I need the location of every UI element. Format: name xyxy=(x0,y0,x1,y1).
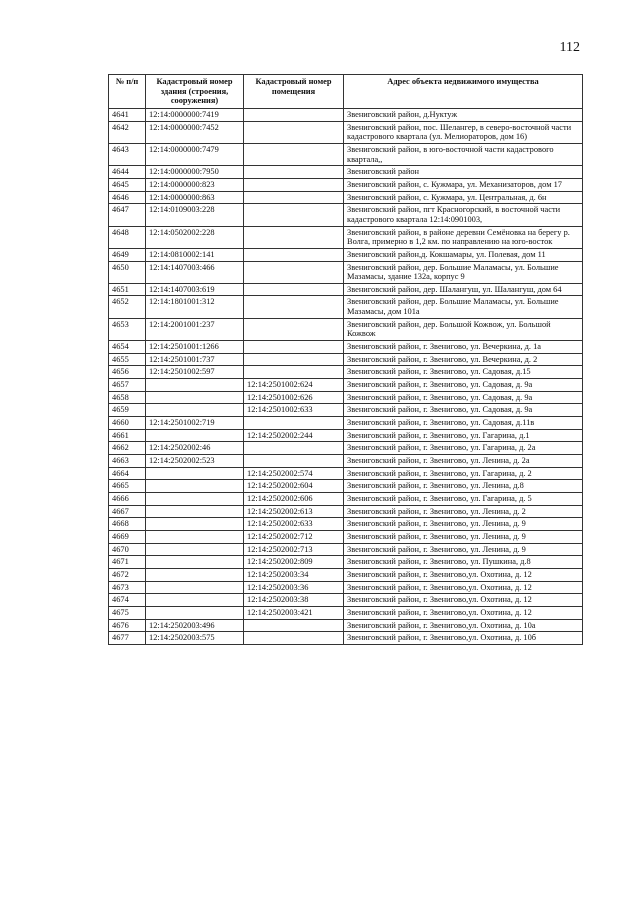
table-row xyxy=(109,261,583,283)
address-cell: Звениговский район, г. Звенигово, ул. Ленина, д. 2а xyxy=(344,455,583,468)
table-row xyxy=(109,543,583,556)
table-row xyxy=(109,467,583,480)
row-number-cell: 4663 xyxy=(109,455,146,468)
header-building-cadastral-number: Кадастровый номер здания (строения, сооружения) xyxy=(146,75,244,109)
table-row xyxy=(109,366,583,379)
address-cell: Звениговский район, г. Звенигово, ул. Ленина, д. 9 xyxy=(344,518,583,531)
premises-cadastral-cell: 12:14:2502002:809 xyxy=(244,556,344,569)
address-cell: Звениговский район, дер. Большой Кожвож, ул. Большой Кожвож xyxy=(344,318,583,340)
premises-cadastral-cell xyxy=(244,366,344,379)
address-cell: Звениговский район, пгт Красногорский, в восточной части кадастрового квартала 12:14:0901003, xyxy=(344,204,583,226)
row-number-cell: 4677 xyxy=(109,632,146,645)
building-cadastral-cell: 12:14:0109003:228 xyxy=(146,204,244,226)
premises-cadastral-cell xyxy=(244,166,344,179)
premises-cadastral-cell: 12:14:2502002:633 xyxy=(244,518,344,531)
row-number-cell: 4647 xyxy=(109,204,146,226)
address-cell: Звениговский район, г. Звенигово, ул. Садовая, д. 9а xyxy=(344,404,583,417)
address-cell: Звениговский район, г. Звенигово,ул. Охотина, д. 12 xyxy=(344,594,583,607)
premises-cadastral-cell: 12:14:2502003:38 xyxy=(244,594,344,607)
table-row xyxy=(109,379,583,392)
building-cadastral-cell: 12:14:0000000:823 xyxy=(146,178,244,191)
premises-cadastral-cell xyxy=(244,121,344,143)
page-number: 112 xyxy=(559,40,580,55)
table-row xyxy=(109,178,583,191)
address-cell: Звениговский район, г. Звенигово,ул. Охотина, д. 10б xyxy=(344,632,583,645)
row-number-cell: 4658 xyxy=(109,391,146,404)
address-cell: Звениговский район, с. Кужмара, ул. Механизаторов, дом 17 xyxy=(344,178,583,191)
row-number-cell: 4656 xyxy=(109,366,146,379)
table-row xyxy=(109,556,583,569)
building-cadastral-cell: 12:14:1801001:312 xyxy=(146,296,244,318)
premises-cadastral-cell: 12:14:2502002:606 xyxy=(244,492,344,505)
table-row xyxy=(109,480,583,493)
table-row xyxy=(109,391,583,404)
building-cadastral-cell: 12:14:2502002:46 xyxy=(146,442,244,455)
premises-cadastral-cell: 12:14:2502003:421 xyxy=(244,606,344,619)
table-row xyxy=(109,429,583,442)
premises-cadastral-cell xyxy=(244,417,344,430)
address-cell: Звениговский район, д.Нуктуж xyxy=(344,108,583,121)
row-number-cell: 4650 xyxy=(109,261,146,283)
premises-cadastral-cell: 12:14:2502002:604 xyxy=(244,480,344,493)
row-number-cell: 4667 xyxy=(109,505,146,518)
address-cell: Звениговский район, г. Звенигово, ул. Садовая, д.11в xyxy=(344,417,583,430)
row-number-cell: 4645 xyxy=(109,178,146,191)
address-cell: Звениговский район, г. Звенигово, ул. Садовая, д. 9а xyxy=(344,391,583,404)
building-cadastral-cell xyxy=(146,391,244,404)
building-cadastral-cell: 12:14:2001001:237 xyxy=(146,318,244,340)
row-number-cell: 4672 xyxy=(109,568,146,581)
premises-cadastral-cell xyxy=(244,296,344,318)
building-cadastral-cell xyxy=(146,480,244,493)
premises-cadastral-cell: 12:14:2502002:244 xyxy=(244,429,344,442)
table-row xyxy=(109,248,583,261)
address-cell: Звениговский район, г. Звенигово,ул. Охотина, д. 12 xyxy=(344,568,583,581)
table-row xyxy=(109,404,583,417)
table-row xyxy=(109,121,583,143)
premises-cadastral-cell: 12:14:2502002:712 xyxy=(244,530,344,543)
premises-cadastral-cell xyxy=(244,353,344,366)
table-row xyxy=(109,442,583,455)
premises-cadastral-cell xyxy=(244,341,344,354)
table-row xyxy=(109,417,583,430)
building-cadastral-cell: 12:14:2502003:496 xyxy=(146,619,244,632)
building-cadastral-cell: 12:14:2501001:737 xyxy=(146,353,244,366)
row-number-cell: 4641 xyxy=(109,108,146,121)
building-cadastral-cell: 12:14:0000000:7419 xyxy=(146,108,244,121)
row-number-cell: 4670 xyxy=(109,543,146,556)
row-number-cell: 4657 xyxy=(109,379,146,392)
building-cadastral-cell xyxy=(146,543,244,556)
building-cadastral-cell xyxy=(146,606,244,619)
address-cell: Звениговский район, г. Звенигово, ул. Вечеркина, д. 2 xyxy=(344,353,583,366)
premises-cadastral-cell xyxy=(244,283,344,296)
address-cell: Звениговский район, с. Кужмара, ул. Центральная, д. 6н xyxy=(344,191,583,204)
table-row xyxy=(109,296,583,318)
premises-cadastral-cell: 12:14:2502002:713 xyxy=(244,543,344,556)
address-cell: Звениговский район, г. Звенигово, ул. Садовая, д.15 xyxy=(344,366,583,379)
premises-cadastral-cell xyxy=(244,455,344,468)
premises-cadastral-cell: 12:14:2501002:624 xyxy=(244,379,344,392)
row-number-cell: 4649 xyxy=(109,248,146,261)
table-row xyxy=(109,226,583,248)
row-number-cell: 4655 xyxy=(109,353,146,366)
row-number-cell: 4673 xyxy=(109,581,146,594)
building-cadastral-cell: 12:14:1407003:466 xyxy=(146,261,244,283)
address-cell: Звениговский район, г. Звенигово, ул. Гагарина, д. 5 xyxy=(344,492,583,505)
building-cadastral-cell xyxy=(146,594,244,607)
address-cell: Звениговский район, г. Звенигово, ул. Ленина, д.8 xyxy=(344,480,583,493)
header-premises-cadastral-number: Кадастровый номер помещения xyxy=(244,75,344,109)
premises-cadastral-cell xyxy=(244,191,344,204)
row-number-cell: 4652 xyxy=(109,296,146,318)
table-row xyxy=(109,568,583,581)
row-number-cell: 4664 xyxy=(109,467,146,480)
building-cadastral-cell: 12:14:0502002:228 xyxy=(146,226,244,248)
row-number-cell: 4643 xyxy=(109,143,146,165)
address-cell: Звениговский район, г. Звенигово, ул. Вечеркина, д. 1а xyxy=(344,341,583,354)
address-cell: Звениговский район, г. Звенигово,ул. Охотина, д. 10а xyxy=(344,619,583,632)
row-number-cell: 4654 xyxy=(109,341,146,354)
premises-cadastral-cell xyxy=(244,619,344,632)
building-cadastral-cell xyxy=(146,518,244,531)
building-cadastral-cell xyxy=(146,556,244,569)
premises-cadastral-cell: 12:14:2502003:36 xyxy=(244,581,344,594)
table-row xyxy=(109,455,583,468)
row-number-cell: 4642 xyxy=(109,121,146,143)
row-number-cell: 4646 xyxy=(109,191,146,204)
table-row xyxy=(109,505,583,518)
building-cadastral-cell: 12:14:0000000:7479 xyxy=(146,143,244,165)
row-number-cell: 4666 xyxy=(109,492,146,505)
table-row xyxy=(109,108,583,121)
row-number-cell: 4662 xyxy=(109,442,146,455)
property-register-table xyxy=(108,74,583,645)
row-number-cell: 4675 xyxy=(109,606,146,619)
premises-cadastral-cell xyxy=(244,442,344,455)
building-cadastral-cell: 12:14:2502003:575 xyxy=(146,632,244,645)
table-body xyxy=(109,108,583,644)
address-cell: Звениговский район, г. Звенигово, ул. Ленина, д. 9 xyxy=(344,543,583,556)
premises-cadastral-cell xyxy=(244,178,344,191)
address-cell: Звениговский район, дер. Большие Маламасы, ул. Большие Мазамасы, здание 132а, корпус 9 xyxy=(344,261,583,283)
premises-cadastral-cell xyxy=(244,318,344,340)
table-row xyxy=(109,341,583,354)
premises-cadastral-cell: 12:14:2501002:626 xyxy=(244,391,344,404)
row-number-cell: 4659 xyxy=(109,404,146,417)
premises-cadastral-cell xyxy=(244,261,344,283)
address-cell: Звениговский район, г. Звенигово, ул. Гагарина, д.1 xyxy=(344,429,583,442)
table-row xyxy=(109,204,583,226)
row-number-cell: 4668 xyxy=(109,518,146,531)
row-number-cell: 4660 xyxy=(109,417,146,430)
row-number-cell: 4665 xyxy=(109,480,146,493)
building-cadastral-cell: 12:14:2501001:1266 xyxy=(146,341,244,354)
row-number-cell: 4653 xyxy=(109,318,146,340)
premises-cadastral-cell: 12:14:2502003:34 xyxy=(244,568,344,581)
premises-cadastral-cell: 12:14:2501002:633 xyxy=(244,404,344,417)
table-row xyxy=(109,191,583,204)
table-row xyxy=(109,318,583,340)
premises-cadastral-cell xyxy=(244,248,344,261)
building-cadastral-cell xyxy=(146,492,244,505)
premises-cadastral-cell xyxy=(244,632,344,645)
building-cadastral-cell: 12:14:0000000:7950 xyxy=(146,166,244,179)
building-cadastral-cell xyxy=(146,505,244,518)
table-row xyxy=(109,632,583,645)
address-cell: Звениговский район, г. Звенигово,ул. Охотина, д. 12 xyxy=(344,581,583,594)
building-cadastral-cell: 12:14:2501002:719 xyxy=(146,417,244,430)
table-row xyxy=(109,594,583,607)
building-cadastral-cell xyxy=(146,467,244,480)
row-number-cell: 4674 xyxy=(109,594,146,607)
address-cell: Звениговский район, г. Звенигово, ул. Гагарина, д. 2 xyxy=(344,467,583,480)
row-number-cell: 4648 xyxy=(109,226,146,248)
premises-cadastral-cell xyxy=(244,226,344,248)
building-cadastral-cell: 12:14:1407003:619 xyxy=(146,283,244,296)
building-cadastral-cell xyxy=(146,429,244,442)
address-cell: Звениговский район, в юго-восточной части кадастрового квартала,, xyxy=(344,143,583,165)
premises-cadastral-cell: 12:14:2502002:574 xyxy=(244,467,344,480)
premises-cadastral-cell xyxy=(244,108,344,121)
address-cell: Звениговский район, г. Звенигово, ул. Ленина, д. 2 xyxy=(344,505,583,518)
address-cell: Звениговский район, г. Звенигово,ул. Охотина, д. 12 xyxy=(344,606,583,619)
table-row xyxy=(109,283,583,296)
building-cadastral-cell xyxy=(146,530,244,543)
table-row xyxy=(109,143,583,165)
row-number-cell: 4651 xyxy=(109,283,146,296)
address-cell: Звениговский район, в районе деревни Семёновка на берегу р. Волга, примерно в 1,2 км. по направлению на юго-восток xyxy=(344,226,583,248)
table-row xyxy=(109,581,583,594)
premises-cadastral-cell xyxy=(244,204,344,226)
row-number-cell: 4661 xyxy=(109,429,146,442)
row-number-cell: 4676 xyxy=(109,619,146,632)
row-number-cell: 4644 xyxy=(109,166,146,179)
row-number-cell: 4669 xyxy=(109,530,146,543)
address-cell: Звениговский район, г. Звенигово, ул. Садовая, д. 9а xyxy=(344,379,583,392)
building-cadastral-cell: 12:14:2501002:597 xyxy=(146,366,244,379)
table-row xyxy=(109,530,583,543)
table-row xyxy=(109,353,583,366)
row-number-cell: 4671 xyxy=(109,556,146,569)
address-cell: Звениговский район, пос. Шелангер, в северо-восточной части кадастрового квартала (ул. Мелиораторов, дом 16) xyxy=(344,121,583,143)
building-cadastral-cell xyxy=(146,581,244,594)
address-cell: Звениговский район, дер. Большие Маламасы, ул. Большие Мазамасы, дом 101а xyxy=(344,296,583,318)
table-row xyxy=(109,166,583,179)
premises-cadastral-cell xyxy=(244,143,344,165)
table-row xyxy=(109,492,583,505)
table-row xyxy=(109,606,583,619)
building-cadastral-cell: 12:14:0000000:863 xyxy=(146,191,244,204)
building-cadastral-cell xyxy=(146,568,244,581)
address-cell: Звениговский район, г. Звенигово, ул. Гагарина, д. 2а xyxy=(344,442,583,455)
building-cadastral-cell: 12:14:2502002:523 xyxy=(146,455,244,468)
address-cell: Звениговский район, г. Звенигово, ул. Ленина, д. 9 xyxy=(344,530,583,543)
header-row-number: № п/п xyxy=(109,75,146,109)
table-row xyxy=(109,518,583,531)
table-header-row xyxy=(109,75,583,109)
address-cell: Звениговский район, дер. Шалангуш, ул. Шалангуш, дом 64 xyxy=(344,283,583,296)
premises-cadastral-cell: 12:14:2502002:613 xyxy=(244,505,344,518)
building-cadastral-cell xyxy=(146,379,244,392)
address-cell: Звениговский район xyxy=(344,166,583,179)
building-cadastral-cell xyxy=(146,404,244,417)
address-cell: Звениговский район,д. Кокшамары, ул. Полевая, дом 11 xyxy=(344,248,583,261)
building-cadastral-cell: 12:14:0000000:7452 xyxy=(146,121,244,143)
table-row xyxy=(109,619,583,632)
address-cell: Звениговский район, г. Звенигово, ул. Пушкина, д.8 xyxy=(344,556,583,569)
building-cadastral-cell: 12:14:0810002:141 xyxy=(146,248,244,261)
header-property-address: Адрес объекта недвижимого имущества xyxy=(344,75,583,109)
